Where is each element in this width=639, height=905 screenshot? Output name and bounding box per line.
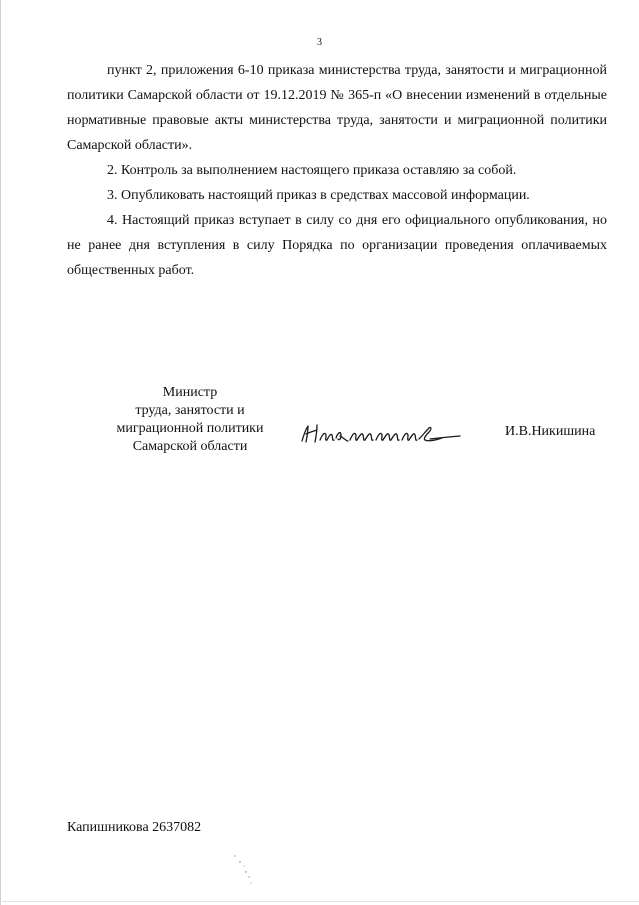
document-body	[67, 58, 607, 283]
signer-name: И.В.Никишина	[505, 424, 596, 439]
paragraph-continuation: пункт 2, приложения 6-10 приказа министерства труда, занятости и миграционной политики Самарской области от 19.12.2019 № 365-п «О внесении изменений в отдельные нормативные правовые акты министерства труда, занятости и миграционной политики Самарской области».	[67, 63, 607, 153]
signer-title	[105, 384, 275, 456]
signer-title-line-2: труда, занятости и	[135, 403, 245, 418]
signature-block	[0, 384, 639, 474]
page-number: 3	[317, 37, 322, 48]
scan-specks	[230, 850, 260, 890]
paragraph-4: 4. Настоящий приказ вступает в силу со дня его официального опубликования, но не ранее дня вступления в силу Порядка по организации проведения оплачиваемых общественных работ.	[67, 213, 607, 278]
paragraph-2: 2. Контроль за выполнением настоящего приказа оставляю за собой.	[107, 163, 517, 178]
executor-contact: Капишникова 2637082	[67, 820, 202, 835]
paragraph-3: 3. Опубликовать настоящий приказ в средствах массовой информации.	[107, 188, 530, 203]
signer-title-line-4: Самарской области	[132, 439, 248, 454]
signer-title-line-1: Министр	[162, 385, 218, 400]
handwritten-signature	[298, 420, 463, 448]
scan-bottom-edge	[0, 901, 639, 902]
signer-title-line-3: миграционной политики	[116, 421, 264, 436]
